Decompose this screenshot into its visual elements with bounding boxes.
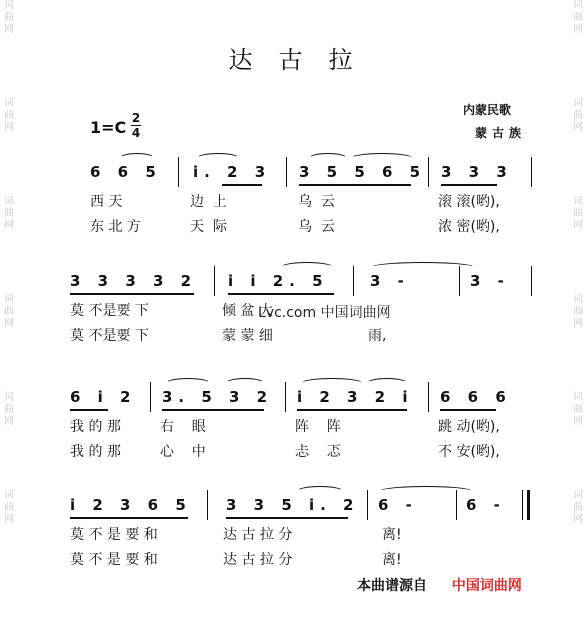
beam: [228, 293, 334, 295]
measure-notes: i i 2. 5: [228, 272, 329, 290]
song-title: 达古拉: [228, 46, 379, 74]
beam: [70, 517, 188, 519]
lyric: 不 安(哟),: [438, 444, 500, 460]
watermark-char: 曲: [4, 404, 14, 415]
watermark-char: 曲: [4, 208, 14, 219]
watermark-char: 曲: [4, 306, 14, 317]
lyric: 雨,: [368, 328, 387, 344]
beam: [226, 517, 348, 519]
lyric: 离!: [382, 552, 402, 568]
bar-line: [428, 382, 429, 412]
watermark-char: 曲: [4, 502, 14, 513]
lyric: 阵 阵: [295, 419, 341, 435]
measure-notes: 6 6 6: [440, 388, 512, 406]
beam: [297, 409, 407, 411]
watermark-char: 网: [573, 514, 583, 525]
lyric: 乌 云: [298, 219, 335, 235]
lyric: 达 古 拉 分: [223, 527, 293, 543]
watermark-char: 网: [4, 220, 14, 231]
bar-line: [353, 266, 354, 296]
lyrics-line-1: [0, 416, 587, 440]
lyric: 我 的 那: [70, 419, 121, 435]
bar-line: [286, 157, 287, 187]
lyric: 蒙 蒙 细: [222, 328, 273, 344]
watermark-char: 词: [573, 196, 583, 207]
watermark-char: 曲: [4, 12, 14, 23]
lyric: 忐 忑: [295, 444, 341, 460]
measure-notes: 3. 5 3 2: [162, 388, 274, 406]
watermark-char: 曲: [573, 208, 583, 219]
time-signature-top: 2: [131, 111, 141, 125]
watermark-group: [573, 98, 583, 134]
lyrics-line-2: [0, 549, 587, 573]
time-signature-bottom: 4: [131, 126, 141, 140]
beam: [222, 184, 262, 186]
time-signature: [131, 112, 141, 139]
bar-line: [522, 490, 523, 520]
source-footer: [357, 575, 522, 595]
slur: [300, 378, 364, 389]
bar-line: [456, 490, 457, 520]
bar-line: [214, 266, 215, 296]
measure-notes: i. 2 3: [193, 163, 272, 181]
watermark-char: 网: [4, 318, 14, 329]
watermark-char: 网: [573, 416, 583, 427]
bar-line: [531, 266, 532, 296]
slur: [119, 153, 155, 164]
beam: [70, 293, 194, 295]
overlay-watermark: Lvc.com 中国词曲网: [258, 305, 391, 321]
lyric: 倾 盆 大: [222, 303, 273, 319]
lyric: 达 古 拉 分: [223, 552, 293, 568]
slur: [225, 378, 265, 389]
beam: [441, 184, 497, 186]
measure-notes: i 2 3 6 5: [70, 496, 192, 514]
watermark-char: 曲: [573, 306, 583, 317]
bar-line: [531, 157, 532, 187]
watermark-char: 词: [4, 0, 14, 11]
watermark-char: 网: [573, 318, 583, 329]
measure-notes: 6 -: [378, 496, 418, 514]
slur: [296, 486, 344, 497]
final-bar-line: [527, 490, 530, 520]
watermark-char: 词: [573, 490, 583, 501]
measure-notes: 6 6 5: [90, 163, 162, 181]
beam: [70, 409, 108, 411]
bar-line: [178, 157, 179, 187]
beam: [440, 409, 496, 411]
measure-notes: 3 5 5 6 5: [299, 163, 427, 181]
watermark-char: 网: [573, 122, 583, 133]
lyric: 莫 不 是 要 和: [70, 552, 158, 568]
bar-line: [150, 382, 151, 412]
song-ethnic: 蒙古族: [475, 126, 527, 140]
watermark-char: 词: [4, 392, 14, 403]
lyric: 东 北 方: [90, 219, 141, 235]
watermark-char: 曲: [573, 110, 583, 121]
bar-line: [285, 382, 286, 412]
watermark-char: 网: [4, 416, 14, 427]
lyric: 我 的 那: [70, 444, 121, 460]
lyric: 莫 不是要 下: [70, 328, 149, 344]
watermark-group: [4, 98, 14, 134]
lyrics-line-1: [0, 524, 587, 548]
watermark-char: 曲: [573, 502, 583, 513]
lyrics-line-2: [0, 441, 587, 465]
lyric: 边 上: [190, 194, 227, 210]
measure-notes: 6 i 2: [70, 388, 137, 406]
lyric: 心 中: [160, 444, 206, 460]
lyric: 莫 不 是 要 和: [70, 527, 158, 543]
watermark-char: 网: [573, 24, 583, 35]
lyric: 浓 密(哟),: [438, 219, 500, 235]
watermark-char: 曲: [4, 110, 14, 121]
lyric: 莫 不是要 下: [70, 303, 149, 319]
watermark-char: 曲: [573, 404, 583, 415]
watermark-char: 词: [4, 294, 14, 305]
watermark-group: [4, 0, 14, 36]
watermark-char: 词: [573, 392, 583, 403]
watermark-char: 网: [4, 122, 14, 133]
song-origin: 内蒙民歌: [463, 103, 512, 117]
lyric: 西 天: [90, 194, 123, 210]
lyric: 跳 动(哟),: [438, 419, 500, 435]
key-signature: 1=C: [90, 118, 127, 137]
notes-line: [0, 496, 587, 520]
measure-notes: 6 -: [466, 496, 506, 514]
watermark-char: 词: [573, 0, 583, 11]
lyrics-line-1: [0, 191, 587, 215]
source-label: 本曲谱源自: [357, 578, 427, 594]
measure-notes: 3 3 3 3 2: [70, 272, 198, 290]
beam: [162, 409, 264, 411]
lyric: 滚 滚(哟),: [438, 194, 500, 210]
lyric: 天 际: [190, 219, 227, 235]
notes-line: [0, 272, 587, 296]
slur: [280, 262, 334, 273]
measure-notes: i 2 3 2 i: [297, 388, 414, 406]
measure-notes: 3 3 3: [441, 163, 513, 181]
lyric: 右 眼: [160, 419, 206, 435]
slur: [366, 378, 408, 389]
slur: [308, 153, 348, 164]
lyric: 乌 云: [298, 194, 335, 210]
watermark-char: 词: [573, 294, 583, 305]
watermark-char: 词: [4, 490, 14, 501]
lyrics-line-2: [0, 325, 587, 349]
bar-line: [207, 490, 208, 520]
measure-notes: 3 -: [370, 272, 410, 290]
source-site-link[interactable]: 中国词曲网: [451, 578, 522, 594]
watermark-char: 词: [573, 98, 583, 109]
watermark-char: 网: [573, 220, 583, 231]
watermark-char: 词: [4, 98, 14, 109]
bar-line: [428, 157, 429, 187]
watermark-char: 网: [4, 514, 14, 525]
watermark-char: 词: [4, 196, 14, 207]
watermark-group: [573, 0, 583, 36]
bar-line: [459, 266, 460, 296]
bar-line: [367, 490, 368, 520]
slur: [196, 153, 240, 164]
lyrics-line-2: [0, 216, 587, 240]
lyric: 离!: [382, 527, 402, 543]
measure-notes: 3 -: [470, 272, 510, 290]
watermark-char: 曲: [573, 12, 583, 23]
slur: [350, 153, 414, 164]
watermark-char: 网: [4, 24, 14, 35]
notes-line: [0, 388, 587, 412]
notes-line: [0, 163, 587, 187]
slur: [165, 378, 211, 389]
beam: [299, 184, 411, 186]
measure-notes: 3 3 5 i. 2: [226, 496, 360, 514]
